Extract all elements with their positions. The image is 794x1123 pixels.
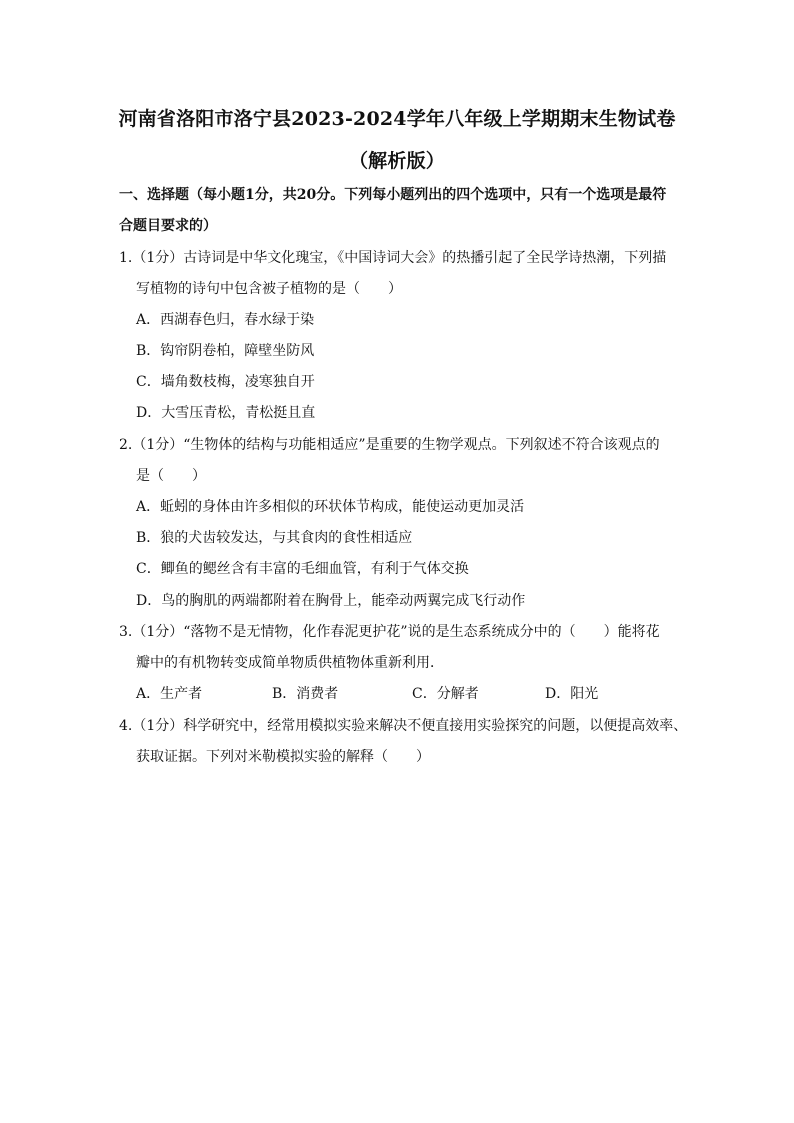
- page-subtitle: （解析版）: [348, 150, 445, 172]
- question-4-text-continued: 获取证据。下列对米勒模拟实验的解释（ ）: [136, 749, 430, 765]
- question-2-option-a: A．蚯蚓的身体由许多相似的环状体节构成，能使运动更加灵活: [136, 499, 525, 515]
- question-2-option-c: C．鲫鱼的鳃丝含有丰富的毛细血管，有利于气体交换: [136, 561, 469, 577]
- question-1-option-d: D．大雪压青松，青松挺且直: [136, 405, 316, 421]
- question-1-option-b: B．钩帘阴卷柏，障壁坐防风: [136, 343, 315, 359]
- question-1-option-a: A．西湖春色归，春水绿于染: [136, 312, 315, 328]
- question-1-text: 1.（1分）古诗词是中华文化瑰宝，《中国诗词大会》的热播引起了全民学诗热潮，下列描: [119, 250, 667, 266]
- section-heading-continued: 合题目要求的）: [119, 218, 217, 234]
- page-title: 河南省洛阳市洛宁县2023-2024学年八年级上学期期末生物试卷: [118, 108, 676, 130]
- question-3-option-c: C．分解者: [412, 686, 479, 702]
- question-1-text-continued: 写植物的诗句中包含被子植物的是（ ）: [136, 281, 402, 297]
- question-2-option-b: B．狼的犬齿较发达，与其食肉的食性相适应: [136, 530, 413, 546]
- question-3-option-b: B．消费者: [272, 686, 339, 702]
- question-2-text: 2.（1分）“生物体的结构与功能相适应”是重要的生物学观点。下列叙述不符合该观点的: [119, 437, 660, 453]
- question-3-option-a: A．生产者: [136, 686, 203, 702]
- question-2-text-continued: 是（ ）: [136, 468, 206, 484]
- section-heading: 一、选择题（每小题1分，共20分。下列每小题列出的四个选项中，只有一个选项是最符: [119, 187, 667, 203]
- question-2-option-d: D．鸟的胸肌的两端都附着在胸骨上，能牵动两翼完成飞行动作: [136, 593, 526, 609]
- question-1-option-c: C．墙角数枝梅，凌寒独自开: [136, 374, 315, 390]
- question-3-text-continued: 瓣中的有机物转变成简单物质供植物体重新利用．: [136, 655, 444, 671]
- question-3-text: 3.（1分）“落物不是无情物，化作春泥更护花”说的是生态系统成分中的（ ）能将花: [119, 624, 660, 640]
- question-3-option-d: D．阳光: [545, 686, 599, 702]
- question-4-text: 4.（1分）科学研究中，经常用模拟实验来解决不便直接用实验探究的问题，以便提高效率、: [119, 718, 688, 734]
